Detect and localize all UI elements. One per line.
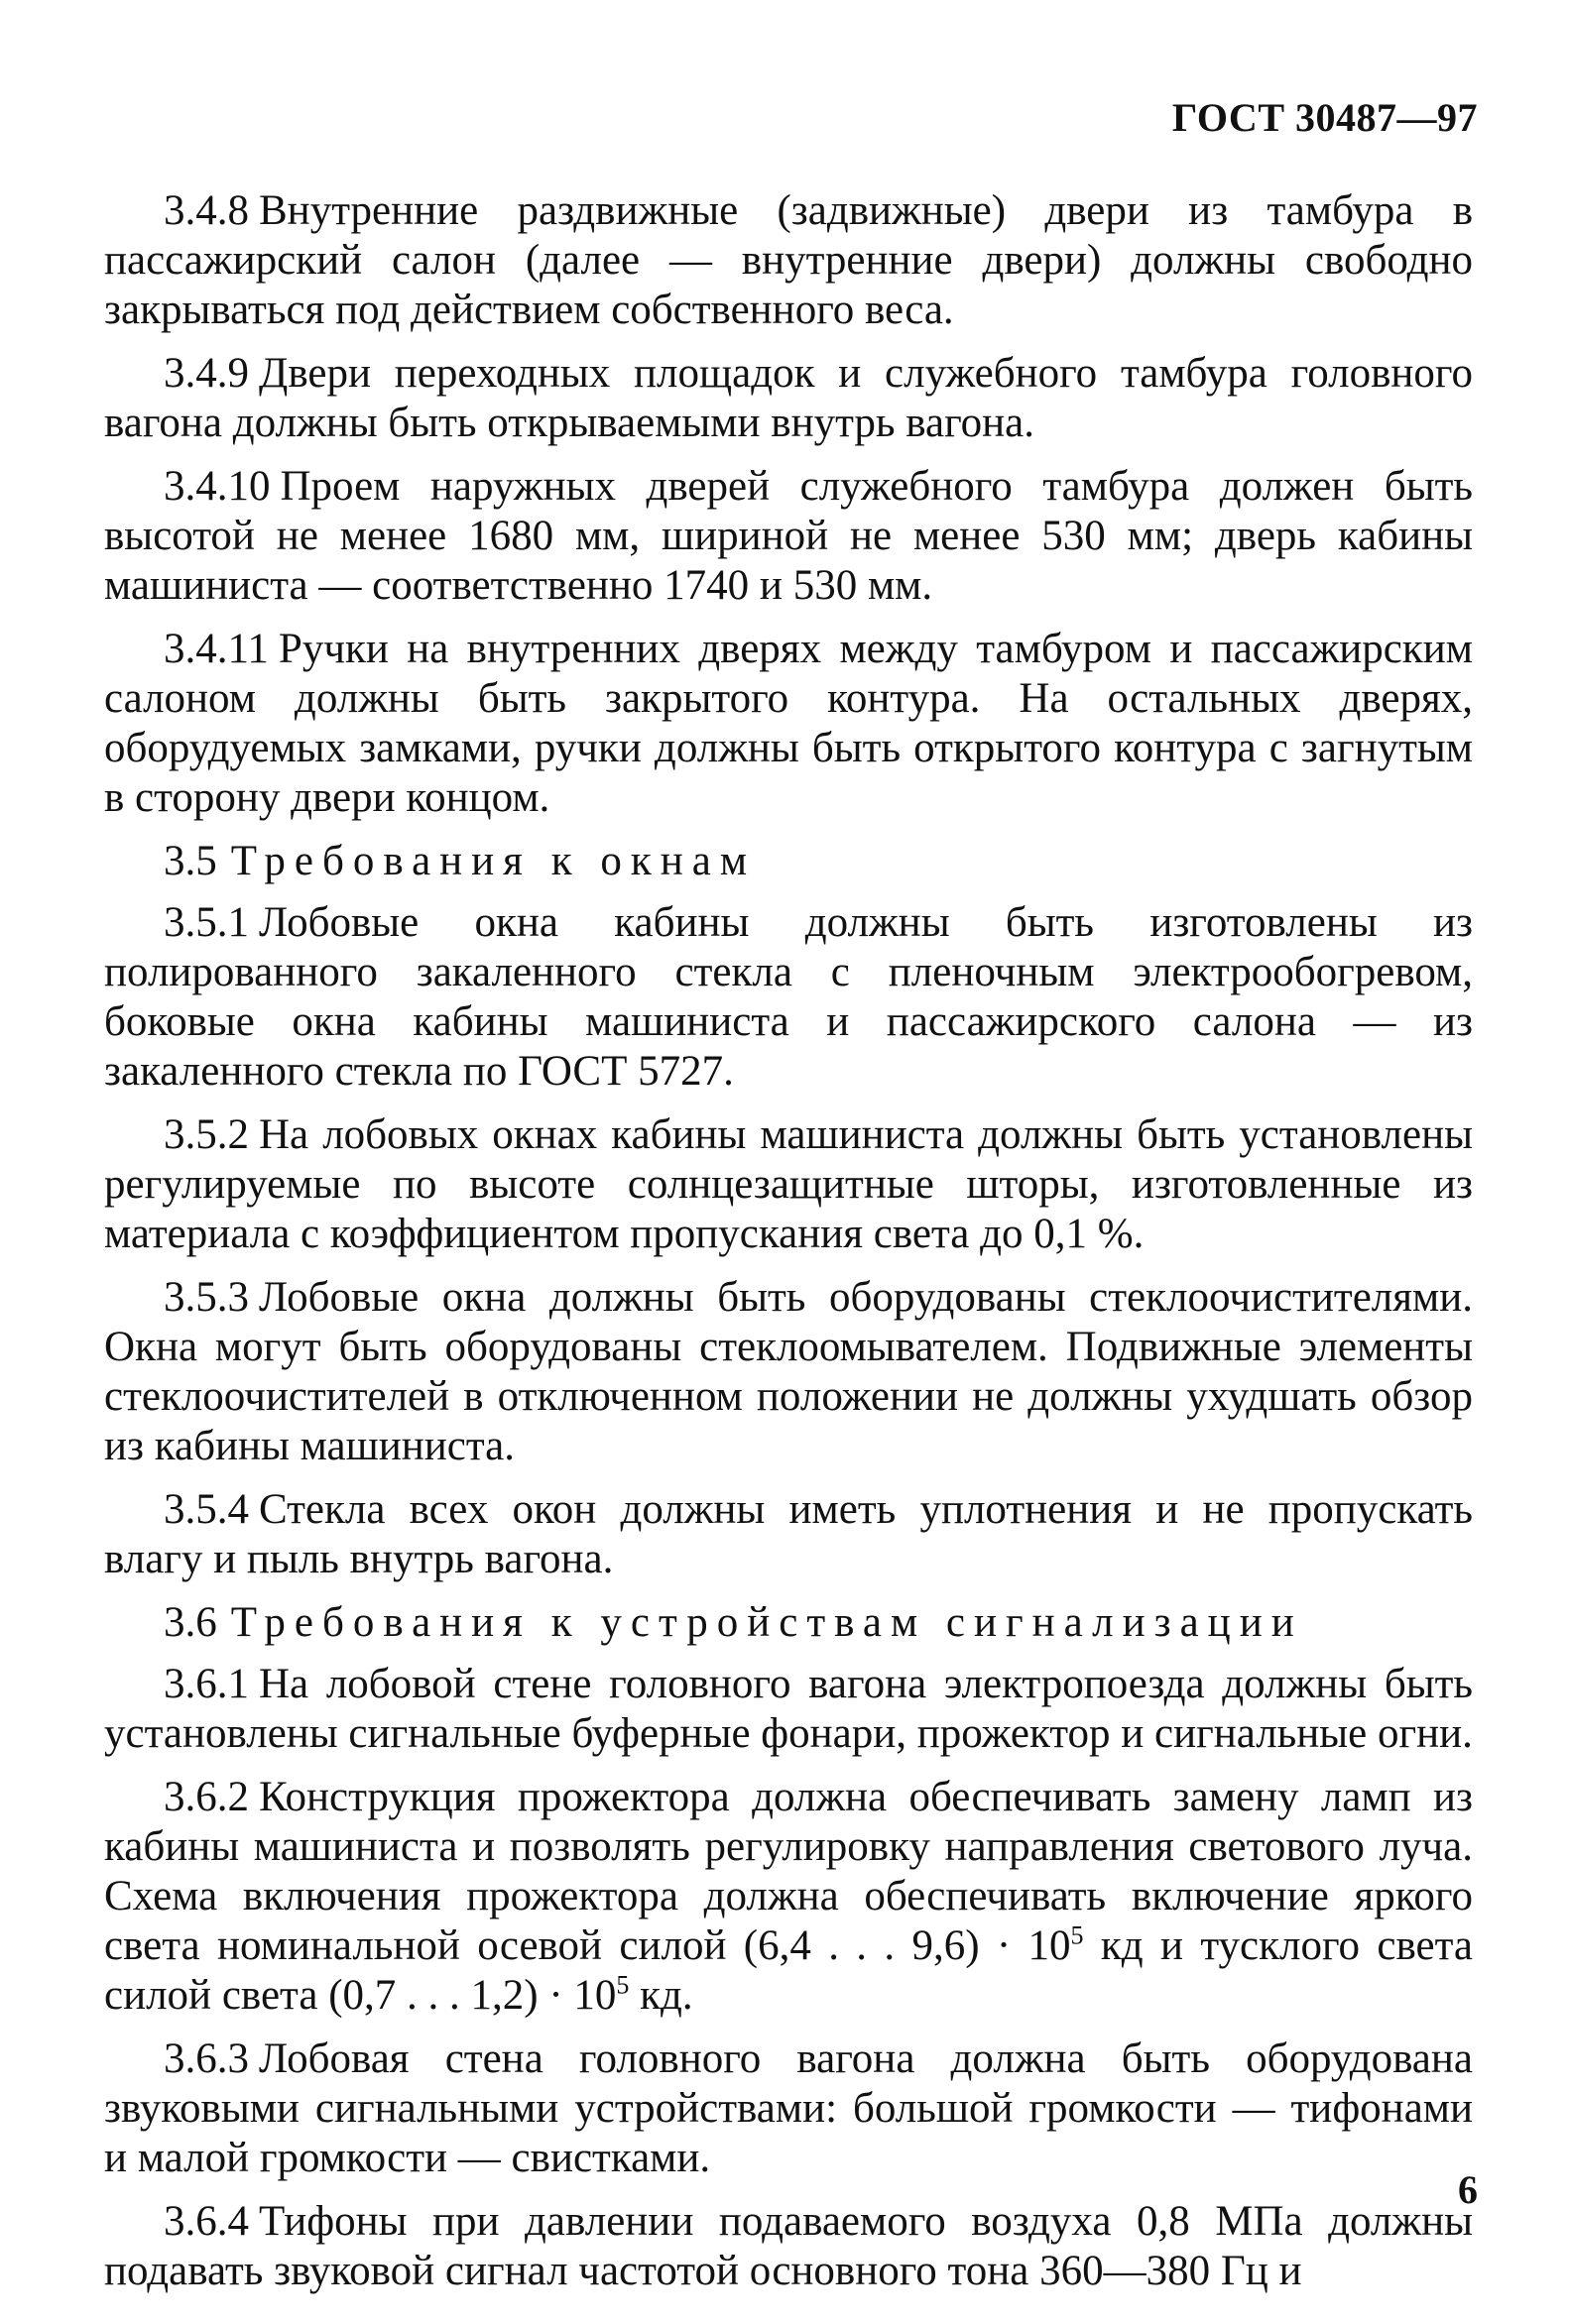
paragraph-number: 3.5.2: [164, 1111, 249, 1158]
paragraph-3-6-1: [104, 1660, 1473, 1759]
paragraph-text: кд и тусклого света силой света (0,7 . . . 1,2) · 10: [104, 1922, 1474, 2019]
paragraph-3-6-2: [104, 1773, 1473, 2021]
paragraph-text: Двери переходных площадок и служебного тамбура головного вагона должны быть открываемыми внутрь вагона.: [104, 350, 1473, 446]
paragraph-3-5-2: [104, 1110, 1473, 1259]
paragraph-number: 3.6.3: [164, 2035, 249, 2082]
paragraph-text: Проем наружных дверей служебного тамбура должен быть высотой не менее 1680 мм, шириной не менее 530 мм; дверь кабины машиниста — соответственно 1740 и 530 мм.: [104, 463, 1473, 609]
paragraph-number: 3.6.1: [164, 1661, 249, 1707]
paragraph-3-4-10: [104, 462, 1473, 611]
section-heading-3-6: [104, 1598, 1473, 1648]
paragraph-text: Лобовые окна кабины должны быть изготовлены из полированного закаленного стекла с пленочным электрообогревом, боковые окна кабины машиниста и пассажирского салона — из закаленного стекла по ГОСТ 5727.: [104, 899, 1473, 1095]
paragraph-text: Лобовая стена головного вагона должна быть оборудована звуковыми сигнальными устройствами: большой громкости — тифонами и малой громкости — свистками.: [104, 2035, 1473, 2181]
paragraph-text: Лобовые окна должны быть оборудованы стеклоочистителями. Окна могут быть оборудованы стеклоомывателем. Подвижные элементы стеклоочистителей в отключенном положении не должны ухудшать обзор из кабины машиниста.: [104, 1274, 1473, 1469]
paragraph-text: Ручки на внутренних дверях между тамбуром и пассажирским салоном должны быть закрытого контура. На остальных дверях, оборудуемых замками, ручки должны быть открытого контура с загнутым в сторону двери концом.: [104, 626, 1473, 821]
paragraph-3-5-4: [104, 1485, 1473, 1584]
paragraph-text: Тифоны при давлении подаваемого воздуха 0,8 МПа должны подавать звуковой сигнал частотой основного тона 360—380 Гц и: [104, 2198, 1473, 2294]
document-code-header: ГОСТ 30487—97: [1171, 95, 1478, 140]
page-number: 6: [1458, 2167, 1478, 2212]
paragraph-text: На лобовых окнах кабины машиниста должны быть установлены регулируемые по высоте солнцезащитные шторы, изготовленные из материала с коэффициентом пропускания света до 0,1 %.: [104, 1111, 1473, 1257]
paragraph-3-5-3: [104, 1273, 1473, 1471]
paragraph-3-6-4: [104, 2197, 1473, 2296]
paragraph-number: 3.5.1: [164, 899, 249, 946]
paragraph-3-4-8: [104, 186, 1473, 335]
section-heading-3-5: [104, 837, 1473, 886]
paragraph-text: Внутренние раздвижные (задвижные) двери из тамбура в пассажирский салон (далее — внутренние двери) должны свободно закрываться под действием собственного веса.: [104, 187, 1473, 333]
section-number: 3.6: [164, 1599, 217, 1646]
paragraph-number: 3.6.2: [164, 1774, 249, 1820]
paragraph-3-4-9: [104, 349, 1473, 448]
paragraph-text: Конструкция прожектора должна обеспечивать замену ламп из кабины машиниста и позволять регулировку направления светового луча. Схема включения прожектора должна обеспечивать включение яркого света номинальной осевой силой (6,4 . . . 9,6) · 10: [104, 1774, 1473, 1969]
paragraph-text: На лобовой стене головного вагона электропоезда должны быть установлены сигнальные буферные фонари, прожектор и сигнальные огни.: [104, 1661, 1473, 1757]
section-number: 3.5: [164, 838, 217, 884]
paragraph-text: Стекла всех окон должны иметь уплотнения и не пропускать влагу и пыль внутрь вагона.: [104, 1486, 1473, 1582]
paragraph-3-5-1: [104, 898, 1473, 1097]
paragraph-number: 3.4.10: [164, 463, 271, 510]
paragraph-3-6-3: [104, 2034, 1473, 2183]
paragraph-number: 3.5.3: [164, 1274, 249, 1321]
paragraph-number: 3.5.4: [164, 1486, 249, 1533]
exponent: 5: [1070, 1920, 1084, 1950]
section-title: Требования к окнам: [230, 838, 757, 884]
section-title: Требования к устройствам сигнализации: [230, 1599, 1303, 1646]
paragraph-number: 3.4.11: [164, 626, 269, 672]
paragraph-text: кд.: [629, 1972, 693, 2019]
paragraph-number: 3.6.4: [164, 2198, 249, 2245]
document-body: [104, 186, 1473, 2310]
exponent: 5: [616, 1970, 630, 2000]
paragraph-number: 3.4.9: [164, 350, 249, 397]
paragraph-3-4-11: [104, 625, 1473, 823]
paragraph-number: 3.4.8: [164, 187, 249, 234]
